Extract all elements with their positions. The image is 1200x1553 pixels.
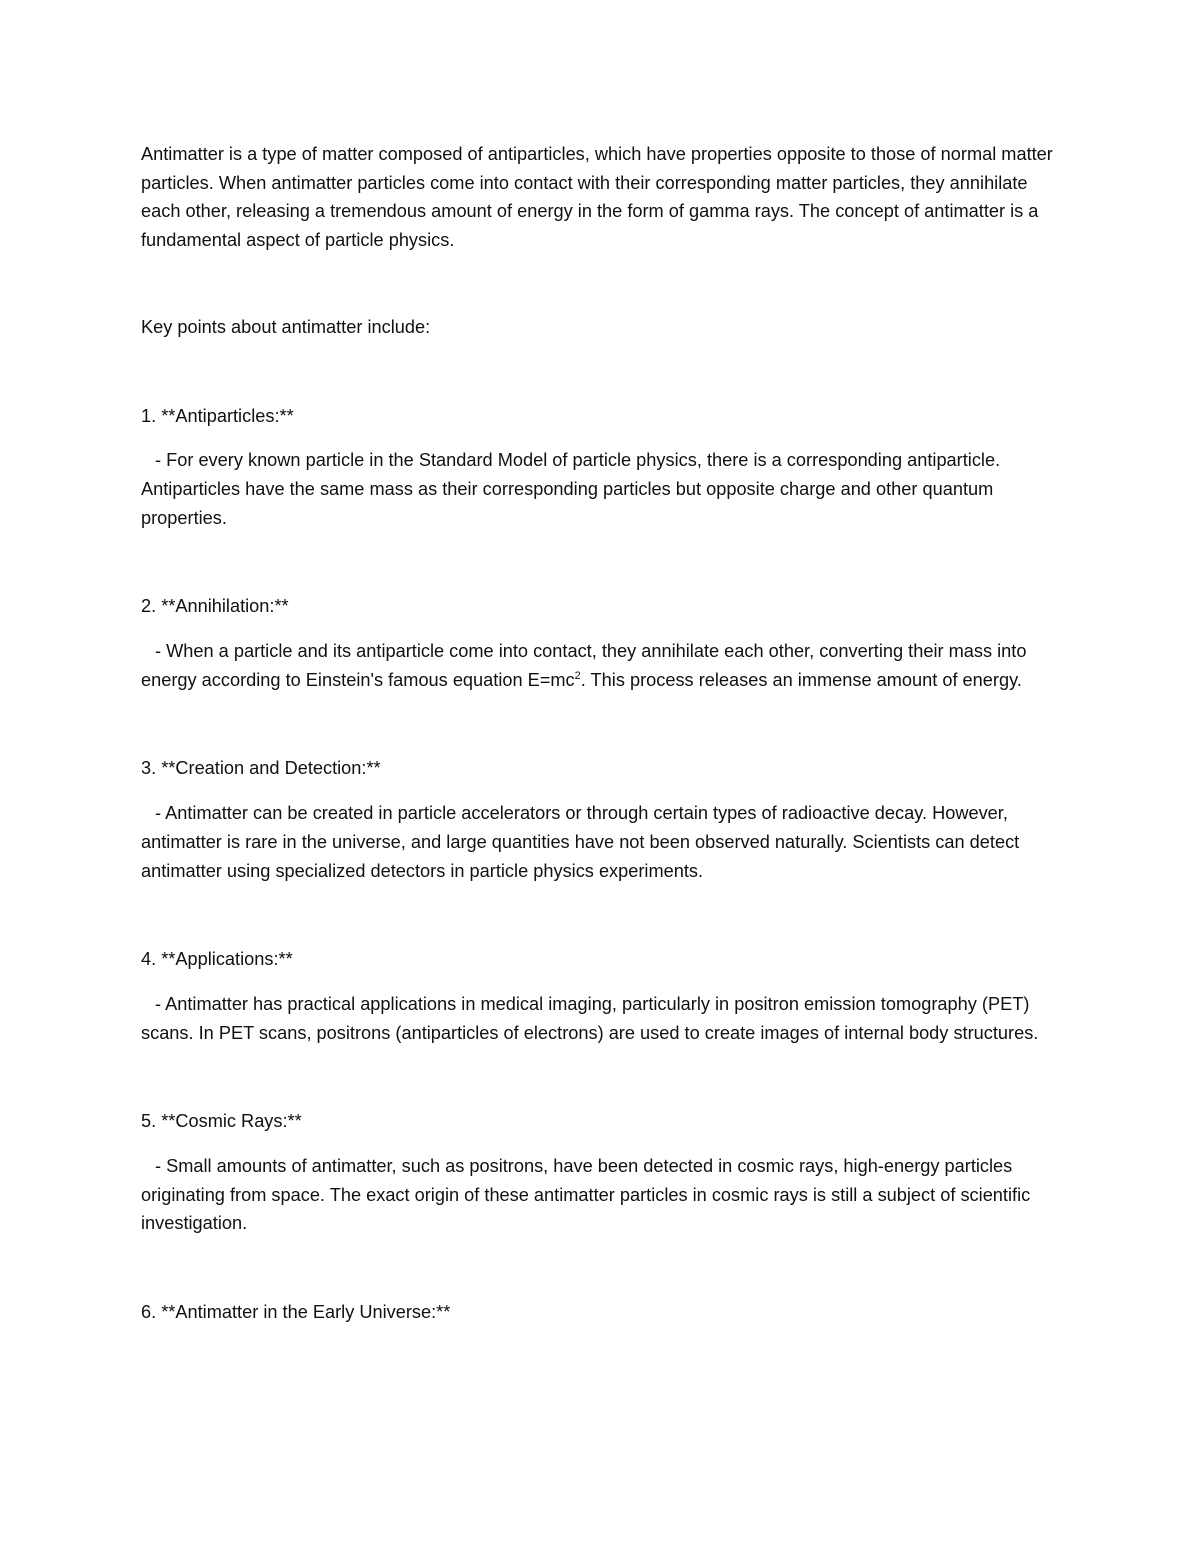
point-cosmic-rays [141, 1107, 1061, 1238]
point-body: - Small amounts of antimatter, such as positrons, have been detected in cosmic rays, high-energy particles originating from space. The exact origin of these antimatter particles in cosmic rays is still a subject of scientific investigation. [141, 1156, 1031, 1234]
point-body-text: . This process releases an immense amount of energy. [580, 669, 1022, 690]
point-heading: 5. **Cosmic Rays:** [141, 1111, 302, 1132]
point-early-universe [141, 1298, 1061, 1327]
point-body: - For every known particle in the Standard Model of particle physics, there is a corresponding antiparticle. Antiparticles have the same mass as their corresponding particles but opposite charge and other quantum properties. [141, 450, 1001, 528]
point-body: - Antimatter has practical applications in medical imaging, particularly in positron emission tomography (PET) scans. In PET scans, positrons (antiparticles of electrons) are used to create images of internal body structures. [141, 993, 1039, 1043]
point-heading: 3. **Creation and Detection:** [141, 758, 381, 779]
point-body: - Antimatter can be created in particle accelerators or through certain types of radioactive decay. However, antimatter is rare in the universe, and large quantities have not been observed naturally. Scientists can detect antimatter using specialized detectors in particle physics experiments. [141, 803, 1020, 881]
point-applications [141, 945, 1061, 1047]
point-annihilation [141, 592, 1061, 694]
point-body [141, 637, 1061, 694]
intro-paragraph: Antimatter is a type of matter composed of antiparticles, which have properties opposite to those of normal matter particles. When antimatter particles come into contact with their corresponding matter particles, they annihilate each other, releasing a tremendous amount of energy in the form of gamma rays. The concept of antimatter is a fundamental aspect of particle physics. [141, 144, 1053, 251]
point-creation-detection [141, 754, 1061, 885]
point-body-text: - When a particle and its antiparticle come into contact, they annihilate each other, converting their mass into energy according to Einstein's famous equation E=mc [141, 641, 1027, 690]
point-heading: 1. **Antiparticles:** [141, 405, 294, 426]
point-heading: 6. **Antimatter in the Early Universe:** [141, 1302, 451, 1323]
point-heading: 2. **Annihilation:** [141, 596, 289, 617]
point-heading: 4. **Applications:** [141, 949, 293, 970]
document-body [141, 140, 1061, 1387]
key-points-intro: Key points about antimatter include: [141, 316, 431, 337]
point-antiparticles [141, 402, 1061, 533]
superscript-exponent: 2 [574, 669, 581, 682]
